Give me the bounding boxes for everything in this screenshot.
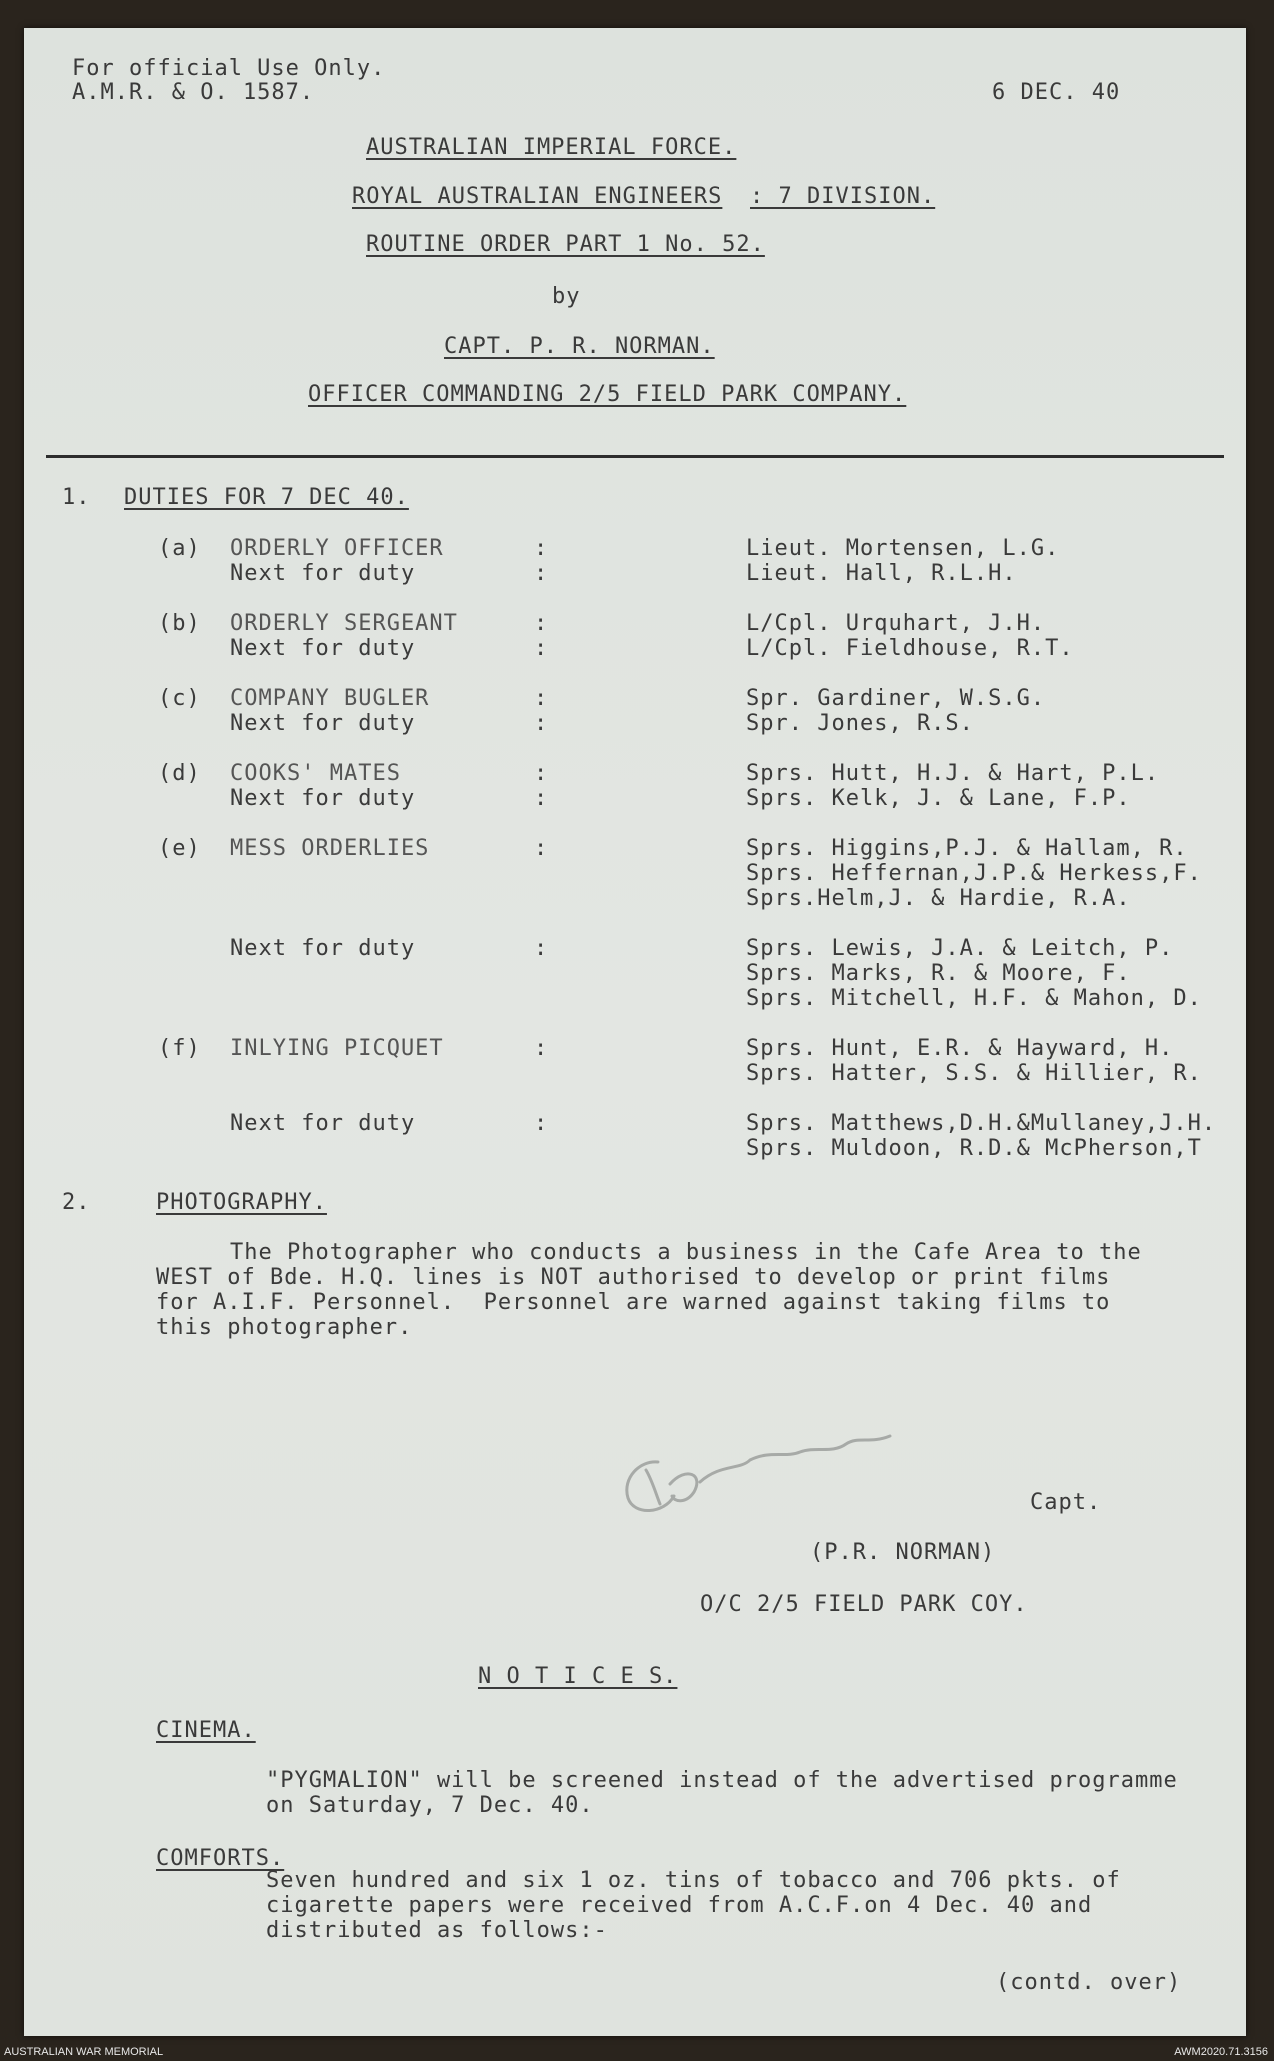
colon: : [534,611,549,636]
duty-name: Sprs. Heffernan,J.P.& Herkess,F. [746,861,1202,886]
next-for-duty-label: Next for duty [230,1111,416,1136]
duty-name: Sprs. Higgins,P.J. & Hallam, R. [746,836,1188,861]
title-corps: ROYAL AUSTRALIAN ENGINEERS [352,184,723,209]
duty-letter: (c) [158,686,201,711]
paragraph-line: for A.I.F. Personnel. Personnel are warned against taking films to [156,1290,1111,1315]
duty-name: Sprs. Hutt, H.J. & Hart, P.L. [746,761,1160,786]
section-1-heading: DUTIES FOR 7 DEC 40. [124,485,409,510]
duty-role: COMPANY BUGLER [230,686,430,711]
handwritten-signature [600,1400,940,1540]
title-division: : 7 DIVISION. [750,184,936,209]
next-for-duty-label: Next for duty [230,636,416,661]
section-2-number: 2. [62,1190,91,1215]
next-duty-name: Sprs. Matthews,D.H.&Mullaney,J.H. [746,1111,1217,1136]
paragraph-line: distributed as follows:- [266,1918,608,1943]
colon: : [534,686,549,711]
document-date: 6 DEC. 40 [992,80,1121,105]
next-for-duty-label: Next for duty [230,561,416,586]
duty-name: Lieut. Mortensen, L.G. [746,536,1060,561]
duty-letter: (e) [158,836,201,861]
colon: : [534,711,549,736]
paragraph-line: WEST of Bde. H.Q. lines is NOT authorised to develop or print films [156,1265,1111,1290]
duty-letter: (f) [158,1036,201,1061]
archive-reference: AWM2020.71.3156 [1174,2046,1268,2058]
continued-note: (contd. over) [996,1970,1182,1995]
next-duty-name: Sprs. Mitchell, H.F. & Mahon, D. [746,986,1202,1011]
duty-name: Sprs.Helm,J. & Hardie, R.A. [746,886,1131,911]
next-duty-name: Sprs. Marks, R. & Moore, F. [746,961,1131,986]
next-for-duty-label: Next for duty [230,786,416,811]
colon: : [534,536,549,561]
duty-name: Sprs. Hatter, S.S. & Hillier, R. [746,1061,1202,1086]
next-duty-name: Spr. Jones, R.S. [746,711,974,736]
signatory-unit: O/C 2/5 FIELD PARK COY. [700,1592,1028,1617]
signatory-rank: Capt. [1030,1490,1102,1515]
title-routine-order: ROUTINE ORDER PART 1 No. 52. [366,232,765,257]
duty-role: COOKS' MATES [230,761,401,786]
duty-role: ORDERLY SERGEANT [230,611,458,636]
paragraph-line: "PYGMALION" will be screened instead of the advertised programme [266,1768,1178,1793]
next-for-duty-label: Next for duty [230,711,416,736]
next-duty-name: Sprs. Kelk, J. & Lane, F.P. [746,786,1131,811]
duty-role: MESS ORDERLIES [230,836,430,861]
colon: : [534,1111,549,1136]
next-duty-name: Sprs. Muldoon, R.D.& McPherson,T [746,1136,1202,1161]
duty-letter: (d) [158,761,201,786]
classification-line: For official Use Only. [72,56,386,81]
paragraph-line: Seven hundred and six 1 oz. tins of tobacco and 706 pkts. of [266,1868,1121,1893]
colon: : [534,786,549,811]
officer-appointment: OFFICER COMMANDING 2/5 FIELD PARK COMPANY. [308,382,907,407]
next-for-duty-label: Next for duty [230,936,416,961]
officer-name: CAPT. P. R. NORMAN. [444,334,715,359]
reference-number: A.M.R. & O. 1587. [72,80,315,105]
colon: : [534,836,549,861]
paragraph-line: The Photographer who conducts a business in the Cafe Area to the [230,1240,1142,1265]
title-by: by [552,284,581,309]
section-2-heading: PHOTOGRAPHY. [156,1190,327,1215]
next-duty-name: L/Cpl. Fieldhouse, R.T. [746,636,1074,661]
signatory-name: (P.R. NORMAN) [810,1540,996,1565]
duty-letter: (a) [158,536,201,561]
next-duty-name: Sprs. Lewis, J.A. & Leitch, P. [746,936,1174,961]
archive-credit: AUSTRALIAN WAR MEMORIAL [4,2046,164,2058]
paragraph-line: cigarette papers were received from A.C.F.on 4 Dec. 40 and [266,1893,1093,1918]
archive-footer [0,2044,1274,2061]
duty-role: INLYING PICQUET [230,1036,444,1061]
paragraph-line: this photographer. [156,1315,413,1340]
notices-heading: N O T I C E S. [478,1664,678,1689]
next-duty-name: Lieut. Hall, R.L.H. [746,561,1017,586]
header-divider [46,455,1224,458]
colon: : [534,936,549,961]
comforts-heading: COMFORTS. [156,1846,285,1871]
section-1-number: 1. [62,485,91,510]
colon: : [534,761,549,786]
colon: : [534,1036,549,1061]
duty-letter: (b) [158,611,201,636]
duty-name: L/Cpl. Urquhart, J.H. [746,611,1046,636]
duty-role: ORDERLY OFFICER [230,536,444,561]
colon: : [534,561,549,586]
duty-name: Spr. Gardiner, W.S.G. [746,686,1046,711]
title-force: AUSTRALIAN IMPERIAL FORCE. [366,135,737,160]
duty-name: Sprs. Hunt, E.R. & Hayward, H. [746,1036,1174,1061]
cinema-heading: CINEMA. [156,1718,256,1743]
paragraph-line: on Saturday, 7 Dec. 40. [266,1793,594,1818]
colon: : [534,636,549,661]
